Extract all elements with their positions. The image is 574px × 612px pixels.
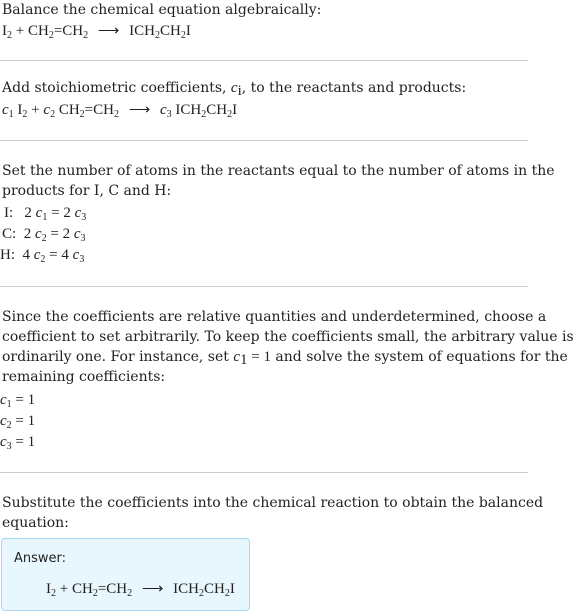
- reaction-arrow: ⟶: [141, 581, 164, 597]
- step4-line1: Since the coefficients are relative quantities and underdetermined, choose a: [2, 309, 547, 325]
- step4-line4: remaining coefficients:: [2, 369, 166, 385]
- reaction-arrow: ⟶: [128, 102, 151, 118]
- reaction-arrow: ⟶: [97, 23, 120, 39]
- step2-text: Add stoichiometric coefficients, $c_i$, to the reactants and products:: [2, 80, 467, 99]
- divider: [0, 472, 528, 473]
- solution-c1: $c_1 = 1$: [0, 392, 36, 410]
- step3-line2: products for I, C and H:: [2, 183, 172, 199]
- divider: [0, 60, 528, 61]
- solution-c2: $c_2 = 1$: [0, 413, 36, 431]
- divider: [0, 140, 528, 141]
- divider: [0, 286, 528, 287]
- step4-line2: coefficient to set arbitrarily. To keep the coefficients small, the arbitrary value is: [2, 329, 574, 345]
- intro-text: Balance the chemical equation algebraically:: [2, 2, 322, 18]
- reaction-equation: $I_2 + CH_2=CH_2$ ⟶ $ICH_2CH_2I$: [2, 23, 191, 41]
- balanced-equation: $I_2 + CH_2=CH_2$ ⟶ $ICH_2CH_2I$: [46, 581, 235, 599]
- solution-c3: $c_3 = 1$: [0, 434, 36, 452]
- step5-line1: Substitute the coefficients into the chemical reaction to obtain the balanced: [2, 495, 544, 511]
- coefficient-equation: $c_1$ $I_2 + c_2$ $CH_2=CH_2$ ⟶ $c_3$ $ICH_2CH_2I$: [2, 102, 238, 120]
- atom-equation-h: H: 4 $c_2 = 4$ $c_3$: [0, 247, 85, 265]
- step3-line1: Set the number of atoms in the reactants equal to the number of atoms in the: [2, 163, 555, 179]
- answer-label: Answer:: [14, 551, 67, 566]
- answer-box: [1, 538, 250, 611]
- atom-equation-c: C: 2 $c_2 = 2$ $c_3$: [2, 226, 86, 244]
- atom-equation-i: I: 2 $c_1 = 2$ $c_3$: [4, 205, 87, 223]
- step5-line2: equation:: [2, 515, 69, 531]
- step4-line3: ordinarily one. For instance, set $c_1 = 1$ and solve the system of equations for the: [2, 349, 568, 368]
